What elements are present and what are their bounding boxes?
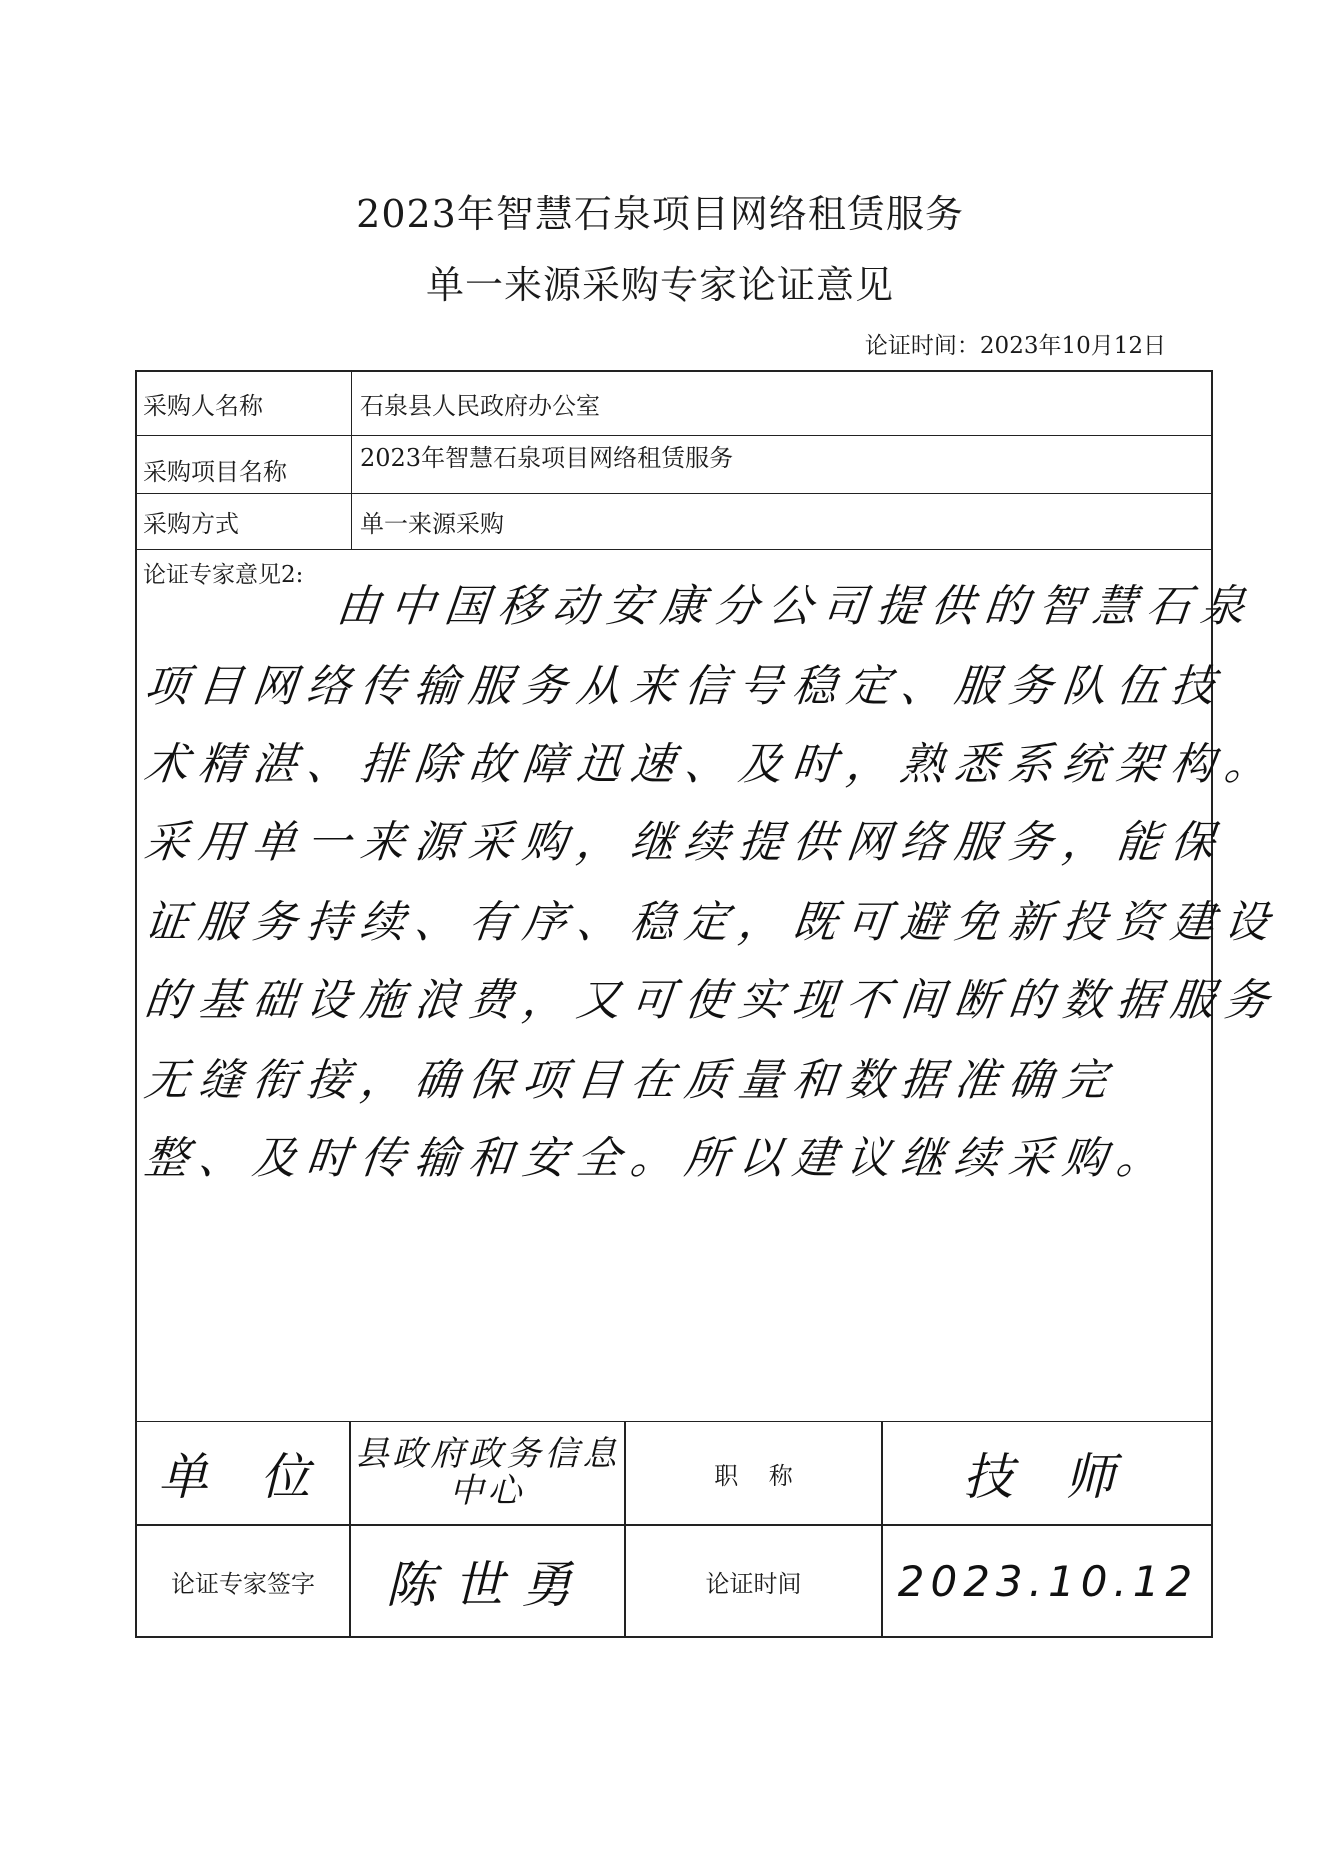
document-title-line2: 单一来源采购专家论证意见 [425,263,894,307]
opinion-label: 论证专家意见2: [143,562,304,588]
opinion-section [137,550,1282,1422]
opinion-handwritten-line: 整、及时传输和安全。所以建议继续采购。 [141,1133,1174,1184]
expert-signature: 陈世勇 [385,1556,590,1614]
opinion-handwritten-line: 由中国移动安康分公司提供的智慧石泉 [333,581,1258,632]
opinion-handwritten-line: 证服务持续、有序、稳定，既可避免新投资建设 [141,897,1282,948]
title-label-cell [626,1422,881,1524]
opinion-handwritten-line: 采用单一来源采购，继续提供网络服务，能保 [141,817,1228,868]
sign-label: 论证专家签字 [171,1569,315,1598]
unit-value: 县政府政务信息 中心 [354,1433,621,1511]
method-label: 采购方式 [137,494,352,549]
title-value-cell [883,1422,1213,1524]
time-label-cell [626,1526,881,1636]
sign-value-cell [351,1526,624,1636]
opinion-handwritten-line: 的基础设施浪费，又可使实现不间断的数据服务 [141,975,1282,1026]
unit-label: 单 位 [158,1448,328,1506]
opinion-handwritten-line: 项目网络传输服务从来信号稳定、服务队伍技 [141,661,1228,712]
title-value: 技 师 [963,1448,1133,1506]
signature-grid [137,1422,1211,1636]
purchaser-row [137,372,1211,436]
project-label: 采购项目名称 [137,436,352,493]
time-label: 论证时间 [705,1569,802,1598]
expert-opinion-form [135,370,1282,1638]
sign-label-cell [137,1526,349,1636]
purchaser-label: 采购人名称 [137,372,352,435]
project-value: 2023年智慧石泉项目网络租赁服务 [360,444,734,472]
purchaser-value: 石泉县人民政府办公室 [360,392,600,420]
time-value: 2023.10.12 [897,1556,1199,1606]
unit-value-cell [351,1422,624,1524]
title-label: 职 称 [714,1461,793,1490]
time-value-cell [883,1526,1213,1636]
method-row [137,494,1211,550]
method-value: 单一来源采购 [360,510,504,538]
document-date: 论证时间：2023年10月12日 [864,333,1166,359]
opinion-handwritten-line: 无缝衔接，确保项目在质量和数据准确完 [141,1055,1120,1106]
project-row [137,436,1211,494]
unit-label-cell [137,1422,349,1524]
document-title-line1: 2023年智慧石泉项目网络租赁服务 [356,192,964,236]
opinion-handwritten-line: 术精湛、排除故障迅速、及时，熟悉系统架构。 [141,739,1282,790]
